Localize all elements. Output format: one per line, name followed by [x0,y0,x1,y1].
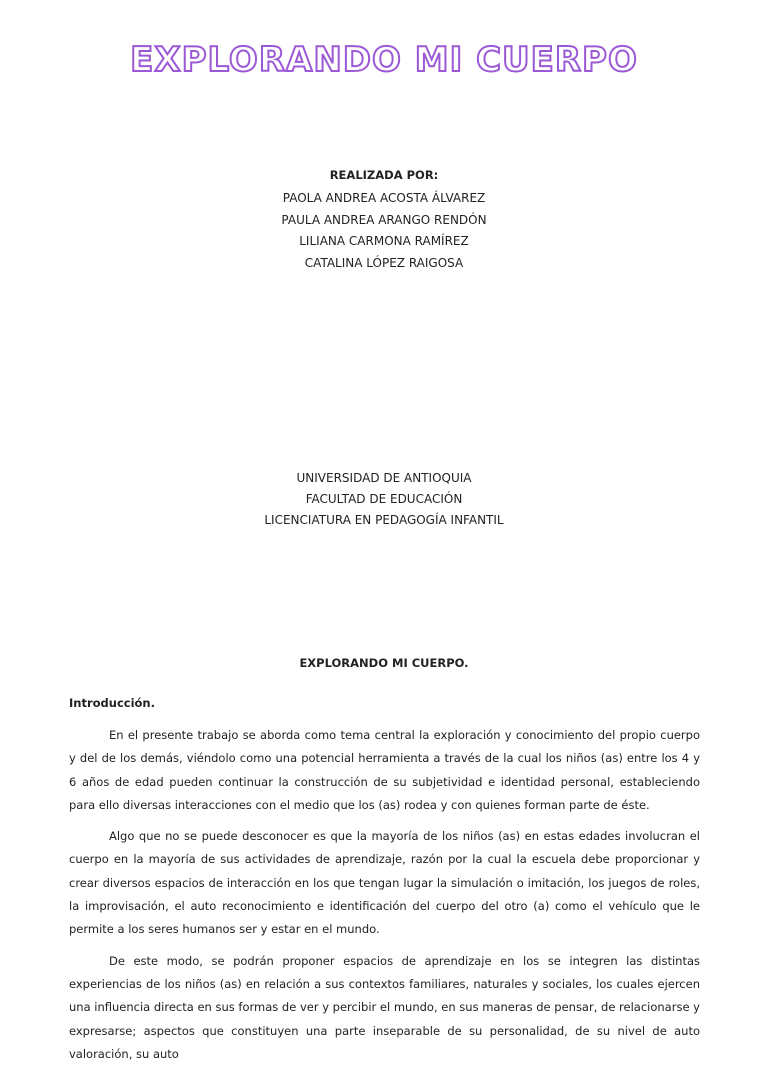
university-name: UNIVERSIDAD DE ANTIOQUIA [296,471,472,485]
paragraph: De este modo, se podrán proponer espacios de aprendizaje en los se integren las distintas experiencias de los niños (as) en relación a sus contextos familiares, naturales y sociales, los cuales ejercen una influencia directa en sus formas de ver y percibir el mundo, en sus maneras de pensar, de relacionarse y expresarse; aspectos que constituyen una parte inseparable de su personalidad, de su nivel de auto valoración, su auto [69,953,700,1061]
authors-block [0,168,768,274]
author-name: CATALINA LÓPEZ RAIGOSA [304,255,464,270]
program-name: LICENCIATURA EN PEDAGOGÍA INFANTIL [264,513,504,527]
introduction-section [69,696,700,1074]
authors-heading: REALIZADA POR: [329,168,439,182]
institution-block [0,468,768,531]
author-name: LILIANA CARMONA RAMÍREZ [299,234,469,248]
author-name: PAOLA ANDREA ACOSTA ÁLVAREZ [282,191,486,205]
faculty-name: FACULTAD DE EDUCACIÓN [305,492,463,506]
paragraph: En el presente trabajo se aborda como tema central la exploración y conocimiento del propio cuerpo y del de los demás, viéndolo como una potencial herramienta a través de la cual los niños (as) entre los 4 y 6 años de edad pueden continuar la construcción de su subjetividad e identidad personal, estableciendo para ello diversas interacciones con el medio que los (as) rodea y con quienes forman parte de éste. [69,728,700,812]
paragraph: Algo que no se puede desconocer es que la mayoría de los niños (as) en estas edades involucran el cuerpo en la mayoría de sus actividades de aprendizaje, razón por la cual la escuela debe proporcionar y crear diversos espacios de interacción en los que tengan lugar la simulación o imitación, los juegos de roles, la improvisación, el auto reconocimiento e identificación del cuerpo del otro (a) como el vehículo que le permite a los seres humanos ser y estar en el mundo. [69,829,700,937]
document-title: EXPLORANDO MI CUERPO [130,40,638,80]
section-title: EXPLORANDO MI CUERPO. [299,656,469,670]
author-name: PAULA ANDREA ARANGO RENDÓN [281,212,487,227]
introduction-heading: Introducción. [69,696,155,710]
